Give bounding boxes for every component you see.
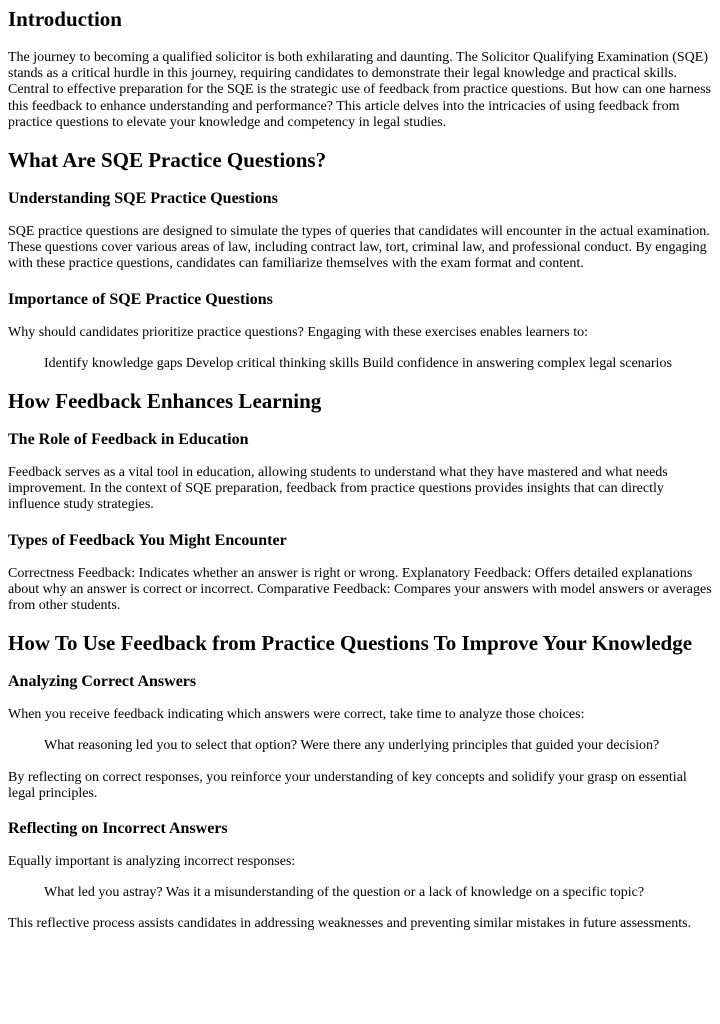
- correct-answers-list: What reasoning led you to select that option? Were there any underlying principles that guided your decision?: [44, 738, 660, 754]
- role-heading: The Role of Feedback in Education: [8, 431, 249, 449]
- how-to-use-heading: How To Use Feedback from Practice Questions To Improve Your Knowledge: [8, 631, 693, 656]
- incorrect-answers-heading: Reflecting on Incorrect Answers: [8, 820, 228, 838]
- what-are-sqe-heading: What Are SQE Practice Questions?: [8, 148, 327, 173]
- importance-list: Identify knowledge gaps Develop critical thinking skills Build confidence in answering complex legal scenarios: [44, 355, 672, 371]
- intro-paragraph: The journey to becoming a qualified solicitor is both exhilarating and daunting. The Solicitor Qualifying Examination (SQE) stands as a critical hurdle in this journey, requiring candidates to demonstrate their legal knowledge and practical skills. Central to effective preparation for the SQE is the strategic use of feedback from practice questions. But how can one harness this feedback to enhance understanding and performance? This article delves into the intricacies of using feedback from practice questions to elevate your knowledge and competency in legal studies.: [8, 50, 711, 130]
- importance-paragraph: Why should candidates prioritize practice questions? Engaging with these exercises enables learners to:: [8, 324, 589, 340]
- correct-answers-heading: Analyzing Correct Answers: [8, 673, 197, 691]
- incorrect-answers-paragraph: Equally important is analyzing incorrect responses:: [8, 854, 296, 870]
- types-heading: Types of Feedback You Might Encounter: [8, 531, 287, 549]
- importance-heading: Importance of SQE Practice Questions: [8, 290, 273, 308]
- types-paragraph: Correctness Feedback: Indicates whether an answer is right or wrong. Explanatory Feedback: Offers detailed explanations about why an answer is correct or incorrect. Comparative Feedback: Compares your answers with model answers or averages from other students.: [8, 565, 712, 614]
- incorrect-answers-list: What led you astray? Was it a misunderstanding of the question or a lack of knowledge on a specific topic?: [44, 885, 645, 901]
- role-paragraph: Feedback serves as a vital tool in education, allowing students to understand what they have mastered and what needs improvement. In the context of SQE preparation, feedback from practice questions provides insights that can directly influence study strategies.: [8, 465, 668, 513]
- correct-answers-paragraph: When you receive feedback indicating which answers were correct, take time to analyze those choices:: [8, 707, 585, 723]
- intro-heading: Introduction: [8, 7, 122, 31]
- understanding-paragraph: SQE practice questions are designed to simulate the types of queries that candidates will encounter in the actual examination. These questions cover various areas of law, including contract law, tort, criminal law, and professional conduct. By engaging with these practice questions, candidates can familiarize themselves with the exam format and content.: [8, 224, 710, 272]
- feedback-enhances-heading: How Feedback Enhances Learning: [8, 389, 322, 414]
- incorrect-answers-followup: This reflective process assists candidates in addressing weaknesses and preventing similar mistakes in future assessments.: [8, 916, 692, 932]
- understanding-heading: Understanding SQE Practice Questions: [8, 190, 278, 208]
- article-page: [0, 7, 720, 933]
- correct-answers-followup: By reflecting on correct responses, you reinforce your understanding of key concepts and solidify your grasp on essential legal principles.: [8, 769, 687, 801]
